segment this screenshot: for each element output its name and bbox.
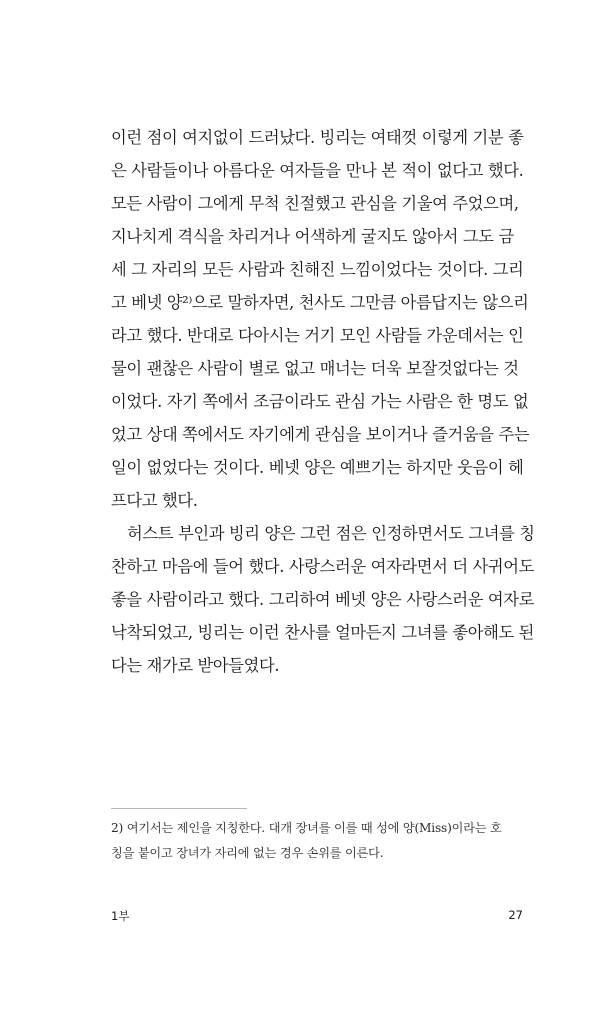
- text-line: 고 베넷 양²⁾으로 말하자면, 천사도 그만큼 아름답지는 않으리: [111, 293, 529, 312]
- page-number: 27: [508, 908, 523, 922]
- text-line: 었고 상대 쪽에서도 자기에게 관심을 보이거나 즐거움을 주는: [111, 425, 530, 444]
- section-label: 1부: [111, 909, 130, 923]
- text-line: 다는 재가로 받아들였다.: [111, 656, 280, 675]
- text-line: 일이 없었다는 것이다. 베넷 양은 예쁘기는 하지만 웃음이 헤: [111, 458, 524, 477]
- paragraph-1: [111, 121, 530, 517]
- text-line: 찬하고 마음에 들어 했다. 사랑스러운 여자라면서 더 사귀어도: [111, 557, 535, 576]
- text-line: 허스트 부인과 빙리 양은 그런 점은 인정하면서도 그녀를 칭: [127, 524, 535, 543]
- paragraph-2: [111, 517, 535, 682]
- text-line: 낙착되었고, 빙리는 이런 찬사를 얼마든지 그녀를 좋아해도 된: [111, 623, 535, 642]
- text-line: 모든 사람이 그에게 무척 친절했고 관심을 기울여 주었으며,: [111, 194, 519, 213]
- text-line: 좋을 사람이라고 했다. 그리하여 베넷 양은 사랑스러운 여자로: [111, 590, 535, 609]
- text-line: 지나치게 격식을 차리거나 어색하게 굴지도 않아서 그도 금: [111, 227, 514, 246]
- body-text: [111, 121, 535, 682]
- text-line: 물이 괜찮은 사람이 별로 없고 매너는 더욱 보잘것없다는 것: [111, 359, 519, 378]
- footnote-divider: [111, 808, 247, 809]
- text-line: 세 그 자리의 모든 사람과 친해진 느낌이었다는 것이다. 그리: [111, 260, 524, 279]
- text-line: 프다고 했다.: [111, 491, 198, 510]
- footnote: [111, 816, 523, 866]
- text-line: 이었다. 자기 쪽에서 조금이라도 관심 가는 사람은 한 명도 없: [111, 392, 529, 411]
- footnote-line: 2) 여기서는 제인을 지칭한다. 대개 장녀를 이를 때 성에 양(Miss)이라는 호: [111, 821, 502, 835]
- text-line: 은 사람들이나 아름다운 여자들을 만나 본 적이 없다고 했다.: [111, 161, 524, 180]
- footnote-line: 칭을 붙이고 장녀가 자리에 없는 경우 손위를 이른다.: [111, 846, 384, 860]
- text-line: 이런 점이 여지없이 드러났다. 빙리는 여태껏 이렇게 기분 좋: [111, 128, 524, 147]
- text-line: 라고 했다. 반대로 다아시는 거기 모인 사람들 가운데서는 인: [111, 326, 524, 345]
